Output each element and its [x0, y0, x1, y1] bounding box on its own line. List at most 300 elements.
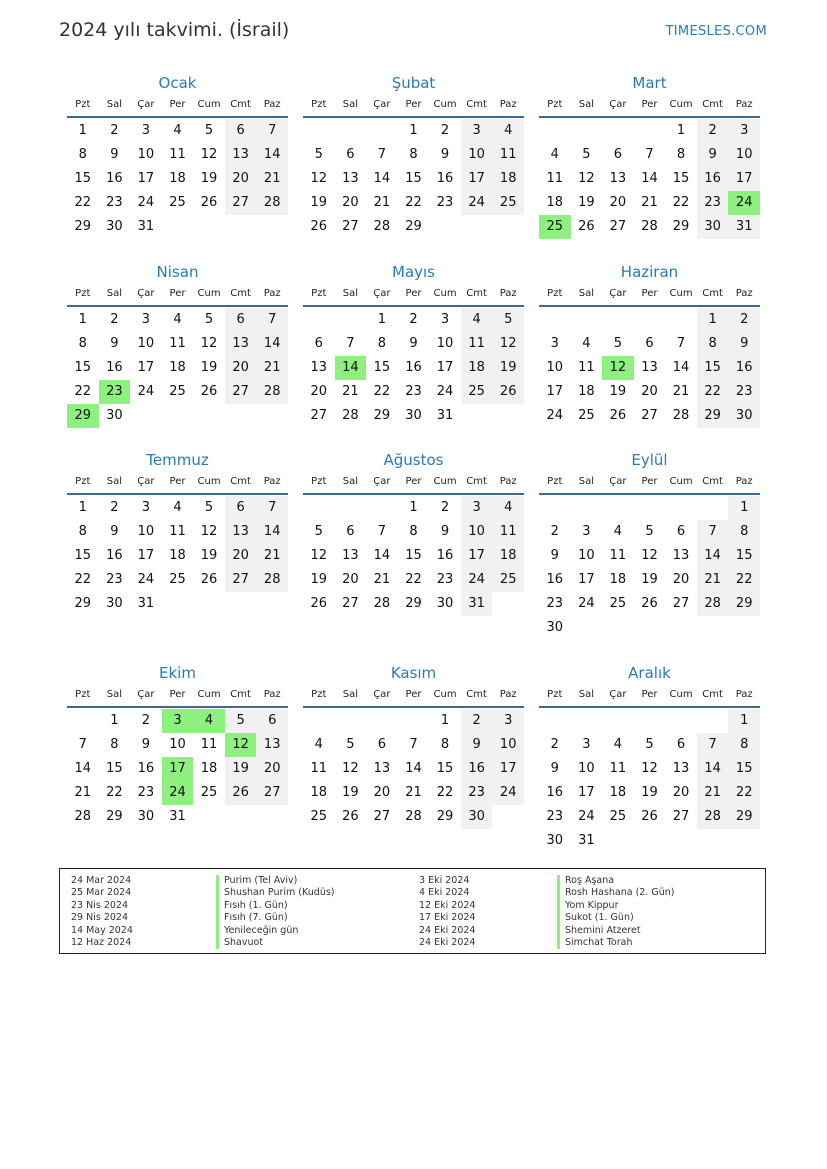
day-cell: 26	[225, 781, 257, 805]
day-cell: 3	[162, 709, 194, 733]
day-cell: 6	[314, 336, 323, 351]
day-cell: 12	[225, 733, 257, 757]
day-cell: 7	[377, 524, 387, 539]
day-cell: 15	[373, 360, 391, 375]
weekday-label: Cum	[669, 476, 693, 487]
day-cell: 10	[728, 143, 760, 167]
weekday-label: Paz	[499, 476, 517, 487]
day-cell: 31	[137, 219, 155, 234]
day-cell: 1	[78, 123, 87, 138]
day-cell: 20	[672, 785, 690, 800]
weekday-label: Pzt	[311, 288, 327, 299]
weekday-header	[303, 283, 524, 307]
day-cell: 14	[256, 520, 288, 544]
day-cell: 2	[110, 500, 119, 515]
empty-cell	[366, 119, 398, 143]
day-grid	[67, 119, 288, 239]
weekday-label: Sal	[106, 99, 122, 110]
weekday-label: Pzt	[75, 288, 91, 299]
day-cell: 28	[256, 568, 288, 592]
day-cell: 22	[74, 384, 92, 399]
day-cell: 26	[578, 219, 595, 234]
day-grid	[67, 496, 288, 616]
day-cell: 10	[578, 548, 595, 563]
weekday-label: Paz	[499, 99, 517, 110]
day-cell: 2	[440, 123, 450, 138]
day-cell: 14	[405, 761, 422, 776]
day-cell: 28	[373, 219, 391, 234]
empty-cell	[697, 496, 729, 520]
day-cell: 17	[162, 757, 194, 781]
day-cell: 26	[200, 572, 218, 587]
day-cell: 9	[461, 733, 493, 757]
day-cell: 13	[609, 171, 627, 186]
month-name: Ocak	[158, 74, 197, 92]
day-cell: 7	[78, 737, 87, 752]
day-grid	[539, 308, 760, 428]
site-link[interactable]: TIMESLES.COM	[665, 24, 767, 39]
empty-cell	[67, 709, 99, 733]
weekday-label: Cum	[433, 288, 457, 299]
day-cell: 13	[256, 733, 288, 757]
day-cell: 23	[99, 380, 131, 404]
weekday-label: Çar	[373, 689, 391, 700]
day-cell: 14	[672, 360, 690, 375]
day-cell: 13	[342, 171, 359, 186]
empty-cell	[602, 308, 634, 332]
weekday-header	[539, 94, 760, 118]
day-cell: 12	[578, 171, 595, 186]
weekday-label: Sal	[342, 99, 358, 110]
day-cell: 4	[173, 500, 182, 515]
month-name: Mart	[632, 74, 667, 92]
day-cell: 8	[409, 524, 418, 539]
day-cell: 14	[641, 171, 658, 186]
empty-cell	[634, 709, 666, 733]
day-cell: 3	[582, 524, 591, 539]
day-cell: 13	[672, 761, 690, 776]
month-block	[303, 72, 524, 239]
day-cell: 20	[225, 167, 257, 191]
weekday-label: Cum	[433, 476, 457, 487]
day-cell: 31	[461, 592, 493, 616]
month-name: Temmuz	[146, 451, 209, 469]
day-cell: 4	[492, 119, 524, 143]
weekday-label: Cmt	[702, 288, 723, 299]
day-cell: 24	[461, 568, 493, 592]
day-cell: 27	[225, 568, 257, 592]
day-cell: 24	[137, 195, 155, 210]
day-cell: 31	[728, 215, 760, 239]
day-cell: 26	[200, 195, 218, 210]
day-cell: 11	[200, 737, 218, 752]
empty-cell	[335, 709, 367, 733]
day-cell: 16	[106, 171, 123, 186]
day-cell: 18	[609, 785, 627, 800]
holiday-dates-col-1	[71, 875, 133, 949]
weekday-label: Per	[405, 689, 422, 700]
day-cell: 19	[200, 548, 218, 563]
day-cell: 19	[310, 195, 328, 210]
holiday-date: 12 Eki 2024	[419, 899, 476, 911]
day-cell: 23	[546, 596, 564, 611]
day-cell: 17	[461, 167, 493, 191]
weekday-label: Çar	[137, 689, 155, 700]
day-cell: 5	[613, 336, 623, 351]
month-name: Ekim	[159, 664, 196, 682]
weekday-label: Sal	[578, 476, 594, 487]
month-block	[67, 72, 288, 239]
day-cell: 7	[256, 119, 288, 143]
day-cell: 5	[225, 709, 257, 733]
day-cell: 21	[672, 384, 690, 399]
day-cell: 17	[436, 360, 454, 375]
day-cell: 20	[310, 384, 328, 399]
day-cell: 18	[200, 761, 218, 776]
day-cell: 19	[342, 785, 359, 800]
month-name: Ağustos	[383, 451, 444, 469]
day-cell: 19	[310, 572, 328, 587]
day-cell: 10	[436, 336, 454, 351]
day-cell: 15	[74, 171, 92, 186]
day-cell: 21	[74, 785, 92, 800]
day-cell: 28	[672, 408, 690, 423]
day-cell: 21	[373, 572, 391, 587]
month-block	[303, 261, 524, 428]
day-cell: 13	[310, 360, 328, 375]
day-grid	[539, 496, 760, 640]
day-cell: 3	[141, 312, 151, 327]
weekday-label: Pzt	[75, 476, 91, 487]
day-cell: 4	[314, 737, 323, 752]
day-cell: 7	[697, 733, 729, 757]
month-block	[539, 72, 760, 239]
weekday-header	[539, 684, 760, 708]
holiday-date: 29 Nis 2024	[71, 912, 128, 924]
weekday-label: Çar	[137, 99, 155, 110]
day-cell: 11	[578, 360, 595, 375]
day-cell: 11	[169, 147, 186, 162]
empty-cell	[398, 709, 430, 733]
day-cell: 27	[310, 408, 328, 423]
weekday-label: Paz	[263, 288, 281, 299]
weekday-label: Sal	[106, 476, 122, 487]
weekday-label: Cmt	[230, 689, 251, 700]
day-cell: 5	[204, 500, 214, 515]
day-cell: 18	[492, 544, 524, 568]
day-cell: 28	[697, 592, 729, 616]
month-block	[539, 449, 760, 640]
day-cell: 26	[310, 596, 328, 611]
day-cell: 30	[546, 620, 564, 635]
day-cell: 1	[728, 709, 760, 733]
weekday-label: Sal	[106, 689, 122, 700]
day-cell: 27	[225, 191, 257, 215]
day-cell: 26	[492, 380, 524, 404]
day-cell: 25	[169, 195, 186, 210]
day-cell: 12	[200, 336, 218, 351]
day-cell: 2	[697, 119, 729, 143]
day-cell: 15	[728, 544, 760, 568]
day-cell: 30	[461, 805, 493, 829]
weekday-label: Cmt	[702, 99, 723, 110]
day-cell: 28	[405, 809, 422, 824]
day-cell: 20	[225, 356, 257, 380]
day-cell: 7	[346, 336, 355, 351]
day-cell: 9	[550, 548, 559, 563]
day-cell: 22	[672, 195, 690, 210]
day-cell: 17	[137, 548, 155, 563]
weekday-label: Per	[405, 288, 422, 299]
day-cell: 11	[546, 171, 564, 186]
holiday-date: 24 Eki 2024	[419, 936, 476, 948]
day-cell: 8	[697, 332, 729, 356]
day-cell: 6	[645, 336, 654, 351]
day-cell: 16	[106, 548, 123, 563]
holiday-name: Fısıh (1. Gün)	[216, 900, 335, 912]
day-cell: 5	[492, 308, 524, 332]
empty-cell	[571, 119, 603, 143]
day-cell: 11	[609, 761, 627, 776]
weekday-label: Cum	[669, 689, 693, 700]
day-cell: 1	[110, 713, 119, 728]
weekday-header	[303, 94, 524, 118]
day-cell: 1	[78, 500, 87, 515]
day-cell: 13	[342, 548, 359, 563]
month-name: Aralık	[628, 664, 671, 682]
day-cell: 11	[461, 332, 493, 356]
day-cell: 24	[492, 781, 524, 805]
day-cell: 23	[436, 195, 454, 210]
weekday-label: Cum	[433, 689, 457, 700]
holiday-name: Yom Kippur	[557, 900, 675, 912]
weekday-label: Cmt	[466, 288, 487, 299]
holiday-name: Roş Aşana	[557, 875, 675, 887]
day-cell: 9	[550, 761, 559, 776]
day-cell: 25	[200, 785, 218, 800]
day-cell: 20	[342, 195, 359, 210]
holiday-name: Shushan Purim (Kudüs)	[216, 887, 335, 899]
day-cell: 10	[461, 520, 493, 544]
empty-cell	[335, 119, 367, 143]
weekday-label: Çar	[137, 288, 155, 299]
day-cell: 19	[641, 572, 658, 587]
day-grid	[67, 308, 288, 428]
day-cell: 22	[405, 572, 422, 587]
weekday-header	[67, 471, 288, 495]
day-cell: 15	[436, 761, 454, 776]
day-cell: 3	[550, 336, 559, 351]
day-cell: 6	[225, 308, 257, 332]
weekday-label: Cmt	[702, 476, 723, 487]
day-cell: 17	[546, 384, 564, 399]
day-cell: 7	[697, 520, 729, 544]
holiday-name: Shavuot	[216, 937, 335, 949]
weekday-label: Cmt	[230, 288, 251, 299]
month-name: Haziran	[620, 263, 679, 281]
weekday-label: Çar	[373, 288, 391, 299]
day-cell: 31	[436, 408, 454, 423]
day-cell: 22	[373, 384, 391, 399]
day-cell: 8	[409, 147, 418, 162]
weekday-label: Paz	[735, 689, 753, 700]
day-cell: 13	[641, 360, 658, 375]
day-cell: 26	[310, 219, 328, 234]
empty-cell	[634, 119, 666, 143]
day-cell: 27	[342, 596, 359, 611]
weekday-label: Cum	[669, 288, 693, 299]
day-cell: 2	[550, 737, 559, 752]
day-cell: 24	[137, 384, 155, 399]
day-cell: 8	[78, 524, 87, 539]
weekday-label: Pzt	[547, 99, 563, 110]
day-cell: 6	[676, 524, 686, 539]
day-cell: 2	[110, 312, 119, 327]
day-cell: 6	[346, 147, 355, 162]
weekday-label: Cmt	[230, 476, 251, 487]
day-cell: 9	[110, 147, 119, 162]
day-cell: 29	[697, 404, 729, 428]
day-cell: 4	[173, 123, 182, 138]
day-cell: 8	[377, 336, 387, 351]
day-cell: 4	[173, 312, 182, 327]
day-cell: 16	[461, 757, 493, 781]
empty-cell	[602, 709, 634, 733]
holiday-name: Sukot (1. Gün)	[557, 912, 675, 924]
day-cell: 29	[728, 592, 760, 616]
holiday-dates-col-2	[419, 875, 475, 949]
day-cell: 24	[578, 596, 595, 611]
weekday-label: Sal	[342, 689, 358, 700]
day-cell: 15	[697, 356, 729, 380]
day-cell: 8	[78, 336, 87, 351]
day-cell: 5	[645, 524, 654, 539]
empty-cell	[665, 308, 697, 332]
day-cell: 19	[200, 171, 218, 186]
weekday-label: Çar	[609, 288, 627, 299]
day-cell: 3	[141, 500, 151, 515]
day-cell: 3	[492, 709, 524, 733]
weekday-label: Çar	[609, 99, 627, 110]
day-cell: 28	[256, 191, 288, 215]
month-block	[303, 449, 524, 616]
day-cell: 12	[200, 147, 218, 162]
day-cell: 17	[578, 785, 595, 800]
day-cell: 10	[137, 147, 155, 162]
day-cell: 21	[697, 568, 729, 592]
weekday-label: Pzt	[547, 288, 563, 299]
day-cell: 18	[461, 356, 493, 380]
day-cell: 9	[141, 737, 151, 752]
day-cell: 24	[162, 781, 194, 805]
month-name: Mayıs	[392, 263, 435, 281]
day-cell: 22	[728, 781, 760, 805]
day-cell: 10	[492, 733, 524, 757]
day-cell: 4	[582, 336, 591, 351]
day-cell: 22	[74, 195, 92, 210]
day-cell: 16	[405, 360, 422, 375]
day-cell: 16	[137, 761, 155, 776]
day-cell: 17	[461, 544, 493, 568]
day-cell: 30	[106, 408, 123, 423]
weekday-label: Per	[169, 476, 186, 487]
month-block	[539, 261, 760, 428]
day-cell: 14	[373, 548, 391, 563]
day-cell: 29	[373, 408, 391, 423]
day-cell: 29	[405, 219, 422, 234]
day-cell: 24	[728, 191, 760, 215]
empty-cell	[303, 119, 335, 143]
day-cell: 16	[546, 572, 564, 587]
day-cell: 26	[641, 809, 658, 824]
day-cell: 15	[74, 548, 92, 563]
day-cell: 29	[106, 809, 123, 824]
empty-cell	[634, 308, 666, 332]
day-cell: 23	[106, 195, 123, 210]
day-grid	[303, 308, 524, 428]
day-cell: 9	[697, 143, 729, 167]
day-cell: 20	[225, 544, 257, 568]
day-cell: 13	[225, 520, 257, 544]
day-cell: 29	[672, 219, 690, 234]
day-cell: 17	[728, 167, 760, 191]
day-cell: 23	[137, 785, 155, 800]
weekday-label: Paz	[263, 99, 281, 110]
day-cell: 20	[342, 572, 359, 587]
month-block	[303, 662, 524, 829]
day-grid	[539, 709, 760, 853]
day-cell: 12	[310, 548, 328, 563]
empty-cell	[571, 308, 603, 332]
day-cell: 12	[641, 548, 658, 563]
day-cell: 21	[641, 195, 658, 210]
day-cell: 25	[539, 215, 571, 239]
day-cell: 15	[405, 171, 422, 186]
day-cell: 10	[578, 761, 595, 776]
day-cell: 14	[256, 332, 288, 356]
weekday-label: Pzt	[75, 689, 91, 700]
day-cell: 3	[461, 119, 493, 143]
weekday-label: Pzt	[311, 689, 327, 700]
day-cell: 30	[405, 408, 422, 423]
page-title: 2024 yılı takvimi. (İsrail)	[59, 19, 290, 41]
day-cell: 17	[578, 572, 595, 587]
day-cell: 24	[137, 572, 155, 587]
day-cell: 12	[200, 524, 218, 539]
weekday-label: Cmt	[230, 99, 251, 110]
day-cell: 4	[492, 496, 524, 520]
day-cell: 5	[314, 524, 323, 539]
day-cell: 22	[728, 568, 760, 592]
day-cell: 18	[609, 572, 627, 587]
day-cell: 9	[440, 524, 450, 539]
day-cell: 18	[492, 167, 524, 191]
weekday-label: Per	[405, 99, 422, 110]
day-cell: 13	[373, 761, 391, 776]
day-cell: 1	[440, 713, 450, 728]
day-cell: 11	[609, 548, 627, 563]
day-cell: 3	[440, 312, 450, 327]
day-cell: 15	[728, 757, 760, 781]
holiday-date: 17 Eki 2024	[419, 912, 476, 924]
weekday-label: Per	[405, 476, 422, 487]
day-cell: 9	[110, 524, 119, 539]
day-cell: 5	[204, 312, 214, 327]
weekday-label: Cmt	[702, 689, 723, 700]
day-cell: 28	[641, 219, 658, 234]
day-cell: 11	[492, 143, 524, 167]
day-cell: 5	[645, 737, 654, 752]
